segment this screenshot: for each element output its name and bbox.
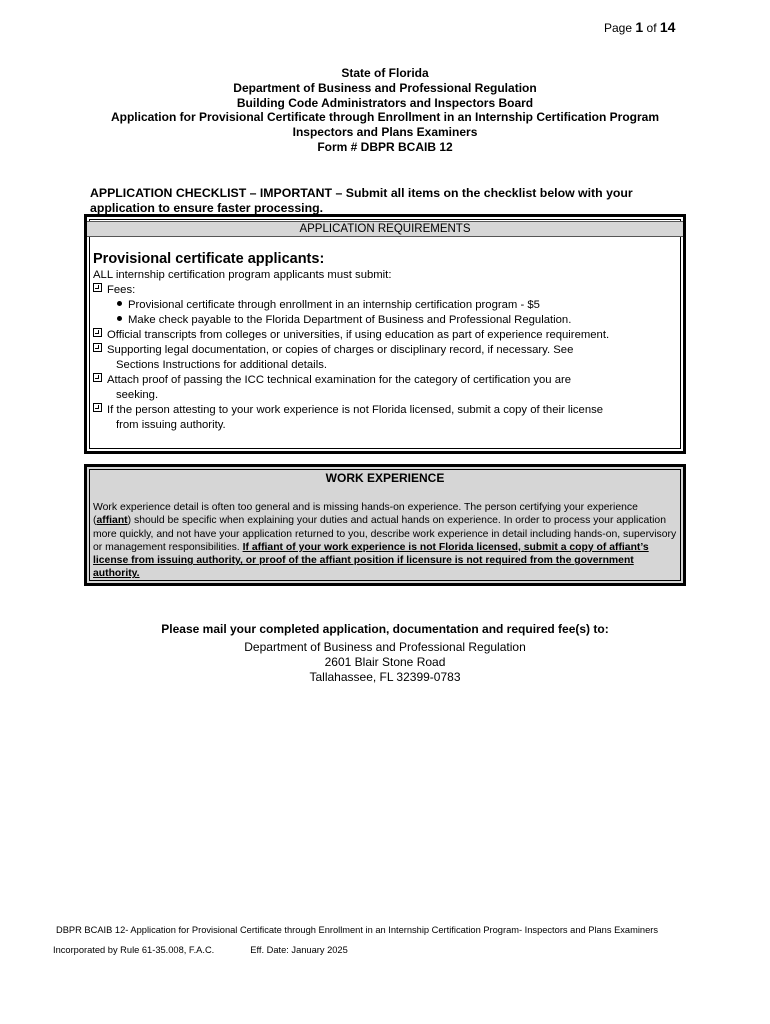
page-total: 14	[659, 19, 676, 35]
requirement-text: Official transcripts from colleges or universities, if using education as part of experience requirement.	[107, 329, 610, 341]
requirement-fees	[93, 283, 677, 298]
header-form-number: Form # DBPR BCAIB 12	[317, 139, 453, 154]
requirements-list	[93, 268, 677, 433]
fee-item	[93, 298, 677, 313]
requirement-text: If the person attesting to your work experience is not Florida licensed, submit a copy of their license	[107, 404, 604, 416]
work-text-part-2: ) should be specific when explaining your duties and actual hands on experience. In order to process your application more quickly, and not have your application returned to you, describe work experience in detail including hands-on, supervisory or management responsibilities.	[93, 515, 677, 553]
requirement-transcripts	[93, 328, 677, 343]
bullet-icon	[117, 301, 122, 306]
checklist-title	[90, 186, 670, 215]
checkbox-icon	[93, 283, 102, 292]
checkbox-icon	[93, 373, 102, 382]
page-number	[604, 19, 675, 35]
requirement-legal-cont: Sections Instructions for additional details.	[116, 359, 327, 371]
requirements-heading: Provisional certificate applicants:	[93, 251, 325, 267]
affiant-term: affiant	[96, 515, 128, 527]
page-of: of	[646, 21, 657, 35]
header-department: Department of Business and Professional Regulation	[233, 80, 537, 95]
address-line-1: Department of Business and Professional Regulation	[244, 640, 526, 654]
checklist-line-2: application to ensure faster processing.	[90, 200, 324, 215]
requirement-attestation	[93, 403, 677, 418]
application-requirements-box	[84, 214, 686, 454]
requirement-attestation-cont: from issuing authority.	[116, 419, 226, 431]
requirements-intro: ALL internship certification program applicants must submit:	[93, 269, 392, 281]
requirement-legal	[93, 343, 677, 358]
header-profession: Inspectors and Plans Examiners	[292, 125, 478, 140]
page-current: 1	[635, 19, 644, 35]
header-state: State of Florida	[341, 66, 429, 80]
requirement-icc-cont: seeking.	[116, 389, 159, 401]
requirement-icc	[93, 373, 677, 388]
header-board: Building Code Administrators and Inspectors Board	[236, 95, 534, 110]
fees-label: Fees:	[107, 284, 136, 296]
mailing-address	[0, 640, 770, 685]
address-line-2: 2601 Blair Stone Road	[324, 655, 446, 669]
checkbox-icon	[93, 328, 102, 337]
requirement-text: Attach proof of passing the ICC technical examination for the category of certification you are	[107, 374, 572, 386]
checkbox-icon	[93, 343, 102, 352]
header-application-title: Application for Provisional Certificate through Enrollment in an Internship Certification Program	[110, 110, 660, 125]
fee-item-text: Provisional certificate through enrollment in an internship certification program - $5	[128, 299, 540, 311]
requirements-bar-title: APPLICATION REQUIREMENTS	[87, 221, 683, 237]
work-experience-box	[84, 464, 686, 586]
footer-rule: Incorporated by Rule 61-35.008, F.A.C.	[53, 945, 215, 955]
fee-item	[93, 313, 677, 328]
checklist-line-1: APPLICATION CHECKLIST – IMPORTANT – Submit all items on the checklist below with your	[90, 186, 633, 200]
address-line-3: Tallahassee, FL 32399-0783	[309, 670, 461, 684]
fee-item-text: Make check payable to the Florida Department of Business and Professional Regulation.	[128, 314, 572, 326]
bullet-icon	[117, 316, 122, 321]
requirement-text: Supporting legal documentation, or copies of charges or disciplinary record, if necessary. See	[107, 344, 574, 356]
page-label: Page	[604, 21, 633, 35]
work-experience-title: WORK EXPERIENCE	[325, 471, 445, 485]
footer-rule-line	[53, 945, 348, 955]
work-experience-text	[93, 501, 677, 581]
work-emphasis-note: If affiant of your work experience is not Florida licensed, submit a copy of affiant’s license from issuing authority, or proof of the affiant position if licensure is not required from the government authority.	[93, 541, 649, 580]
checkbox-icon	[93, 403, 102, 412]
work-text-part-1: Work experience detail is often too general and is missing hands-on experience. The person certifying your experience (	[93, 502, 638, 527]
document-header	[0, 66, 770, 155]
footer-form-line: DBPR BCAIB 12- Application for Provisional Certificate through Enrollment in an Internship Certification Program- Inspectors and Plans Examiners	[56, 925, 658, 935]
mail-instructions-title: Please mail your completed application, documentation and required fee(s) to:	[161, 622, 609, 636]
footer-effective-date: Eff. Date: January 2025	[250, 945, 348, 955]
